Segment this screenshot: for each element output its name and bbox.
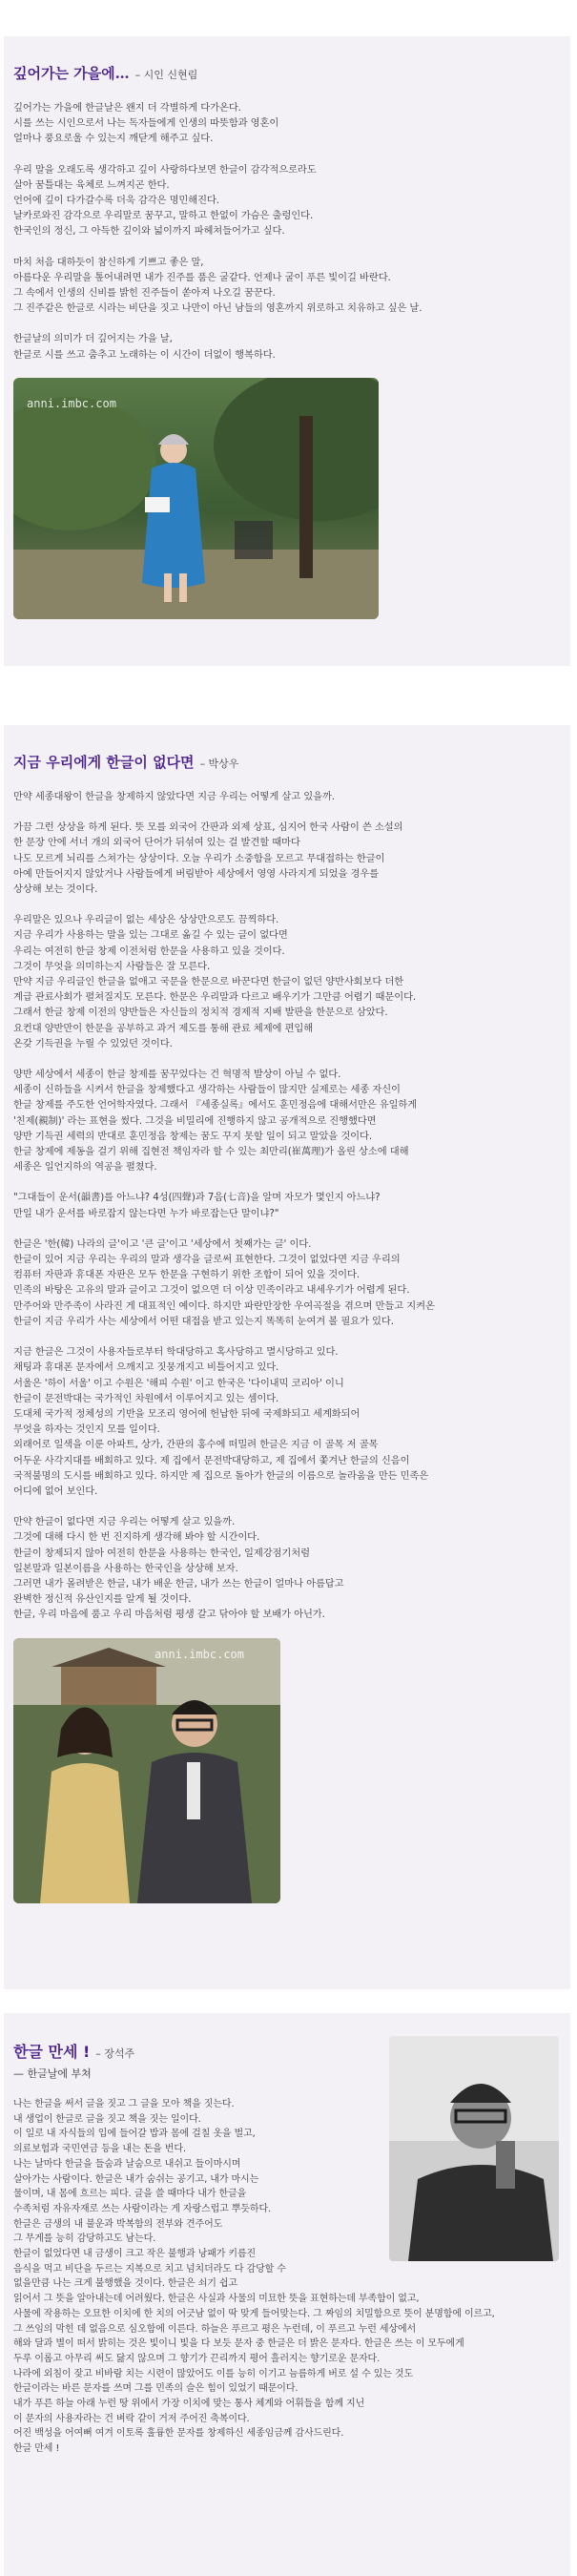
paragraph: 깊어가는 가을에 한글날은 왠지 더 각별하게 다가온다. 시를 쓰는 시인으로서 나는 독자들에게 인생의 따뜻함과 영혼이 얼마나 풍요로울 수 있는지 깨닫게 해주고 싶다. <box>13 102 279 145</box>
card-body <box>13 789 561 1623</box>
essay-card-park-sangwoo <box>4 725 570 1989</box>
paragraph: 양반 세상에서 세종이 한글 창제를 꿈꾸었다는 건 혁명적 발상이 아닐 수 없다. 세종이 신하들을 시켜서 한글을 창제했다고 생각하는 사람들이 많지만 실제로는 세종 자신이 한글 창제를 주도한 언어학자였다. 그래서 『세종실록』에서도 훈민정음에 대해서만은 유일하게 '친제(親制)' 라는 표현을 썼다. 그것을 비밀리에 진행하지 않고 공개적으로 진행했다면 양반 기득권 세력의 반대로 훈민정음 창제는 꿈도 꾸지 못할 일이 되고 말았을 것이다. 한글 창제에 제동을 걸기 위해 집현전 책임자라 할 수 있는 최만리(崔萬理)가 올린 상소에 대해 세종은 일언지하의 역공을 펼쳤다. <box>13 1069 418 1174</box>
paragraph: 만약 세종대왕이 한글을 창제하지 않았다면 지금 우리는 어떻게 살고 있을까. <box>13 791 335 802</box>
card-title: 지금 우리에게 한글이 없다면 <box>13 754 195 771</box>
author-photo <box>13 1638 280 1903</box>
poem-card-shin-hyunrim <box>4 36 570 666</box>
card-header <box>13 63 561 83</box>
card-author: – 박상우 <box>199 758 239 770</box>
card-top-right <box>389 2034 561 2261</box>
paragraph: 만약 한글이 없다면 지금 우리는 어떻게 살고 있을까. 그것에 대해 다시 한 번 진지하게 생각해 봐야 할 시간이다. 한글이 창제되지 않아 여전히 한문을 사용하는 한국인, 일제강점기처럼 일본말과 일본이름을 사용하는 한국인을 상상해 보자. 그러면 내가 몰려받은 한글, 내가 배운 한글, 내가 쓰는 한글이 얼마나 아름답고 완벽한 정신적 유산인지를 알게 될 것이다. 한글, 우리 마음에 품고 우리 마음처럼 평생 갈고 닦아야 할 보배가 아닌가. <box>13 1516 344 1621</box>
card-subtitle: — 한글날에 부쳐 <box>13 2067 92 2080</box>
photo-woman-reading-in-park <box>13 378 379 619</box>
card-header <box>13 2040 385 2062</box>
photo-watermark: anni.imbc.com <box>27 396 116 410</box>
paragraph: 우리말은 있으나 우리글이 없는 세상은 상상만으로도 끔찍하다. 지금 우리가 사용하는 말을 있는 그대로 옮길 수 있는 글이 없다면 우리는 여전히 한글 창제 이전처럼 한문을 사용하고 있을 것이다. 그것이 무엇을 의미하는지 사람들은 잘 모른다. 만약 지금 우리글인 한글을 없애고 국문을 한문으로 바꾼다면 한글이 없던 양반사회보다 더한 계급 관료사회가 펼쳐질지도 모른다. 한문은 우리말과 다르고 배우기가 그만큼 어렵기 때문이다. 그래서 한글 창제 이전의 양반들은 자신들의 정치적 경제적 지배 발판을 한문으로 삼았다. 요컨대 양반만이 한문을 공부하고 과거 제도를 통해 관료 체제에 편입해 온갖 기득권을 누릴 수 있었던 것이다. <box>13 914 417 1049</box>
poem-card-jang-seokju <box>4 2013 570 2576</box>
paragraph: 한글날의 의미가 더 깊어지는 가을 날, 한글로 시를 쓰고 춤추고 노래하는 이 시간이 더없이 행복하다. <box>13 333 276 361</box>
paragraph: "그대들이 운서(韻書)를 아느냐? 4성(四聲)과 7음(七音)을 알며 자모가 몇인지 아느냐? 만일 내가 운서를 바로잡지 않는다면 누가 바로잡는단 말이냐?" <box>13 1192 381 1219</box>
photo-two-people-outdoors <box>13 1638 280 1903</box>
paragraph: 가끔 그런 상상을 하게 된다. 뜻 모를 외국어 간판과 외제 상표, 심지어 한국 사람이 쓴 소설의 한 문장 안에 서너 개의 외국어 단어가 뒤섞여 있는 걸 발견할 때마다 나도 모르게 뇌리를 스쳐가는 상상이다. 오늘 우리가 소중함을 모르고 무대접하는 한글이 아예 만들어지지 않았거나 사람들에게 버림받아 세상에서 영영 사라지게 되었을 경우를 상상해 보는 것이다. <box>13 821 403 896</box>
card-title: 깊어가는 가을에… <box>13 65 130 82</box>
paragraph: 마치 처음 대하듯이 참신하게 기쁘고 좋은 말, 아름다운 우리말을 톺어내려면 내가 진주를 품은 굴같다. 언제나 굴이 푸른 빛이길 바란다. 그 속에서 인생의 신비를 밝힌 진주들이 쏟아져 나오길 꿈꾼다. 그 진주같은 한글로 시라는 비단을 짓고 나만이 아닌 남들의 영혼까지 위로하고 치유하고 싶은 날. <box>13 256 422 315</box>
author-photo <box>13 378 379 619</box>
paragraph: 우리 말을 오래도록 생각하고 깊이 사랑하다보면 한글이 감각적으로라도 살아 꿈틀대는 육체로 느껴지곤 한다. 언어에 깊이 다가갈수록 더욱 감각은 명민해진다. 날카로와진 감각으로 우리말로 꿈꾸고, 말하고 한없이 가슴은 출렁인다. 한국인의 정신, 그 아득한 깊이와 넓이까지 파헤쳐들어가고 싶다. <box>13 163 317 238</box>
author-photo <box>389 2036 559 2261</box>
paragraph: 한글은 '한(韓) 나라의 글'이고 '큰 글'이고 '세상에서 첫째가는 글' 이다. 한글이 있어 지금 우리는 우리의 말과 생각을 글로써 표현한다. 그것이 없었다면 지금 우리의 컴퓨터 자판과 휴대폰 자판은 모두 한문을 구현하기 위한 조합이 되어 있을 것이다. 민족의 바탕은 고유의 말과 글이고 그것이 없으면 더 이상 민족이라고 내세우기가 어렵게 된다. 만주어와 만주족이 사라진 게 대표적인 예이다. 하지만 파란만장한 우여곡절을 겪으며 만들고 지켜온 한글이 지금 우리가 사는 세상에서 어떤 대접을 받고 있는지 똑똑히 눈여겨 볼 필요가 있다. <box>13 1237 435 1327</box>
paragraph: 나는 한글을 써서 글을 짓고 그 글을 모아 책을 짓는다. 내 생업이 한글로 글을 짓고 책을 짓는 일이다. 이 일로 내 자식들의 입에 들어갈 밥과 몸에 걸칠 옷을 벌고, 의료보험과 국민연금 등을 내는 돈을 번다. 나는 날마다 한글을 들숨과 날숨으로 내쉬고 들이마시며 살아가는 사람이다. 한글은 내가 숨쉬는 공기고, 내가 마시는 물이며, 내 몸에 흐르는 피다. 글을 쓸 때마다 내가 한글을 수족처럼 자유자재로 쓰는 사람이라는 게 자랑스럽고 뿌듯하다. 한글은 금생의 내 불운과 박복함의 전부와 견주어도 그 무게를 능히 감당하고도 남는다. 한글이 없었다면 내 금생이 크고 작은 불행과 낭패가 키름진 음식을 먹고 비단을 두르는 지복으로 치고 넘치더라도 다 감당할 수 없을만큼 나는 크게 불행했을 것이다. 한글은 쇠기 쉽고 읽어서 그 뜻을 알아내는데 어려웠다. 한글은 사실과 사물의 미묘한 뜻을 표현하는데 부족함이 없고, 사물에 작용하는 오묘한 이치에 한 치의 어긋남 없이 딱 맞게 들어맞는다. 그 짜임의 치밀함으로 뜻이 분명함에 이르고, 그 쓰임의 막힌 데 없음으로 심오함에 이른다. 하늘은 푸르고 평은 누런데, 이 푸르고 누런 세상에서 해와 달과 별이 떠서 밝히는 것은 빛이니 빛을 다 보듯 문자 중 한글은 더 밝은 문자다. 한글은 쓰는 이 모두에게 두루 이롭고 아무리 써도 닳지 않으며 그 향기가 끈리까지 평어 흘러지는 향기로운 문자다. 나라에 외침이 잦고 비바람 치는 시련이 많았어도 이를 능히 이기고 늠름하게 버로 설 수 있는 것도 한글이라는 바른 문자를 쓰며 그를 민족의 슬은 힘이 있었기 때문이다. 내가 푸른 하늘 아래 누런 땅 위에서 가장 이치에 맞는 통사 체계와 어휘들을 함께 지닌 이 문자의 사용자라는 건 벼락 같이 거저 주어진 축복이다. 어진 백성을 어여뻐 여겨 이토록 훌륭한 문자를 창제하신 세종임금께 감사드린다. 한글 만세 ! <box>13 2099 495 2455</box>
card-body <box>13 100 561 363</box>
paragraph: 지금 한글은 그것이 사용자들로부터 학대당하고 혹사당하고 멸시당하고 있다. 채팅과 휴대폰 문자에서 으깨지고 짓뭉개지고 비틀어지고 있다. 서울은 '하이 서울' 이고 수원은 '해피 수원' 이고 한국은 '다이내믹 코리아' 이니 한글이 문전박대는 국가적인 차원에서 이루어지고 있는 셈이다. 도대체 국가적 정체성의 기반을 모조리 영어에 헌납한 뒤에 국제화되고 세계화되어 무엇을 하자는 것인지 모를 일이다. 외래어로 일색을 이룬 아파트, 상가, 간판의 홍수에 떠밀려 한글은 지금 이 골목 저 골목 어두운 사각지대를 배회하고 있다. 제 집에서 문전박대당하고, 제 집에서 쫓겨난 한글의 신음이 국적불명의 도시를 배회하고 있다. 하지만 제 집으로 돌아가 한글의 이름으로 놀라움을 만든 민족은 어디에 없어 보인다. <box>13 1346 429 1497</box>
card-title: 한글 만세 ! <box>13 2043 91 2061</box>
photo-man-portrait-bw <box>389 2036 559 2261</box>
card-author: – 장석주 <box>95 2047 135 2060</box>
card-header <box>13 752 561 772</box>
photo-watermark: anni.imbc.com <box>155 1647 244 1661</box>
card-author: – 시인 신현림 <box>134 69 198 81</box>
